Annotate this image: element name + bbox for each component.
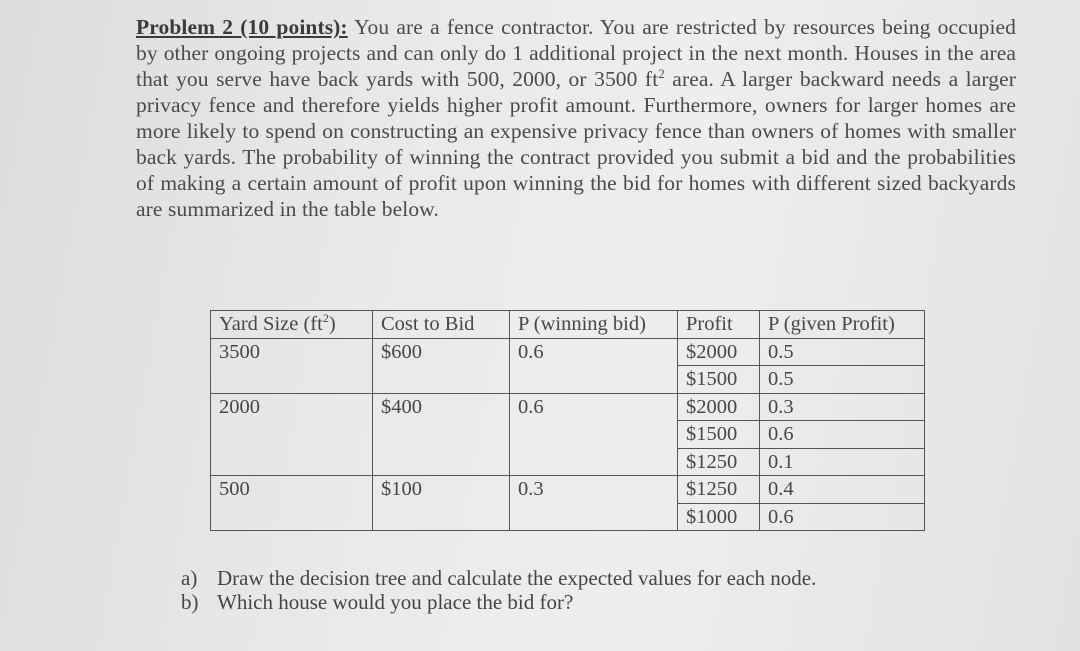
- cell-p-win: [510, 366, 678, 394]
- question-text: Draw the decision tree and calculate the expected values for each node.: [217, 566, 817, 590]
- cell-p-win: [510, 503, 678, 531]
- problem-text-part-2: area. A larger backward needs a larger privacy fence and therefore yields higher profit amount. Furthermore, owners for larger homes are more likely to spend on constructing an expensive privacy fence than owners of homes with smaller back yards. The probability of winning the contract provided you submit a bid and the probabilities of making a certain amount of profit upon winning the bid for homes with different sized backyards are summarized in the table below.: [136, 67, 1016, 221]
- questions-list: [181, 566, 816, 614]
- table-row: [211, 503, 925, 531]
- header-p-winning-bid: P (winning bid): [510, 311, 678, 339]
- header-cost-to-bid: Cost to Bid: [373, 311, 510, 339]
- cell-profit: $1250: [678, 448, 760, 476]
- header-profit: Profit: [678, 311, 760, 339]
- cell-cost: [373, 421, 510, 449]
- cell-p-given: 0.4: [760, 476, 925, 504]
- question-b: [181, 590, 816, 614]
- cell-p-win: [510, 421, 678, 449]
- cell-profit: $2000: [678, 393, 760, 421]
- cell-p-given: 0.5: [760, 338, 925, 366]
- cell-profit: $1500: [678, 421, 760, 449]
- cell-p-given: 0.6: [760, 503, 925, 531]
- cell-p-given: 0.3: [760, 393, 925, 421]
- table-row: [211, 476, 925, 504]
- table-header-row: [211, 311, 925, 339]
- cell-cost: [373, 448, 510, 476]
- problem-statement: [136, 14, 1016, 222]
- question-label: a): [181, 566, 198, 590]
- cell-profit: $2000: [678, 338, 760, 366]
- cell-profit: $1000: [678, 503, 760, 531]
- cell-profit: $1500: [678, 366, 760, 394]
- problem-text-superscript: 2: [658, 65, 665, 81]
- cell-p-given: 0.5: [760, 366, 925, 394]
- cell-profit: $1250: [678, 476, 760, 504]
- cell-yard: 500: [211, 476, 373, 504]
- cell-cost: [373, 366, 510, 394]
- table-row: [211, 338, 925, 366]
- table-row: [211, 448, 925, 476]
- cell-cost: $100: [373, 476, 510, 504]
- cell-yard: [211, 366, 373, 394]
- cell-cost: $600: [373, 338, 510, 366]
- table-row: [211, 393, 925, 421]
- cell-yard: [211, 503, 373, 531]
- cell-p-win: 0.6: [510, 393, 678, 421]
- cell-yard: 2000: [211, 393, 373, 421]
- cell-yard: [211, 448, 373, 476]
- cell-p-win: [510, 448, 678, 476]
- question-text: Which house would you place the bid for?: [217, 590, 574, 614]
- problem-text-part-1: You are a fence contractor. You are restricted by resources being occupied by other ongoing projects and can only do 1 additional project in the next month. Houses in the area that you serve have back yards with 500, 2000, or 3500 ft: [136, 15, 1017, 91]
- cell-cost: [373, 503, 510, 531]
- cell-p-given: 0.6: [760, 421, 925, 449]
- yard-data-table: [210, 310, 925, 531]
- problem-heading: Problem 2 (10 points):: [136, 15, 348, 39]
- cell-p-win: 0.3: [510, 476, 678, 504]
- table-row: [211, 421, 925, 449]
- table-row: [211, 366, 925, 394]
- question-a: [181, 566, 816, 590]
- header-yard-size: Yard Size $(ft^2)$: [211, 311, 373, 339]
- header-p-given-profit: P (given Profit): [760, 311, 925, 339]
- cell-p-given: 0.1: [760, 448, 925, 476]
- cell-p-win: 0.6: [510, 338, 678, 366]
- cell-cost: $400: [373, 393, 510, 421]
- question-label: b): [181, 590, 199, 614]
- cell-yard: [211, 421, 373, 449]
- cell-yard: 3500: [211, 338, 373, 366]
